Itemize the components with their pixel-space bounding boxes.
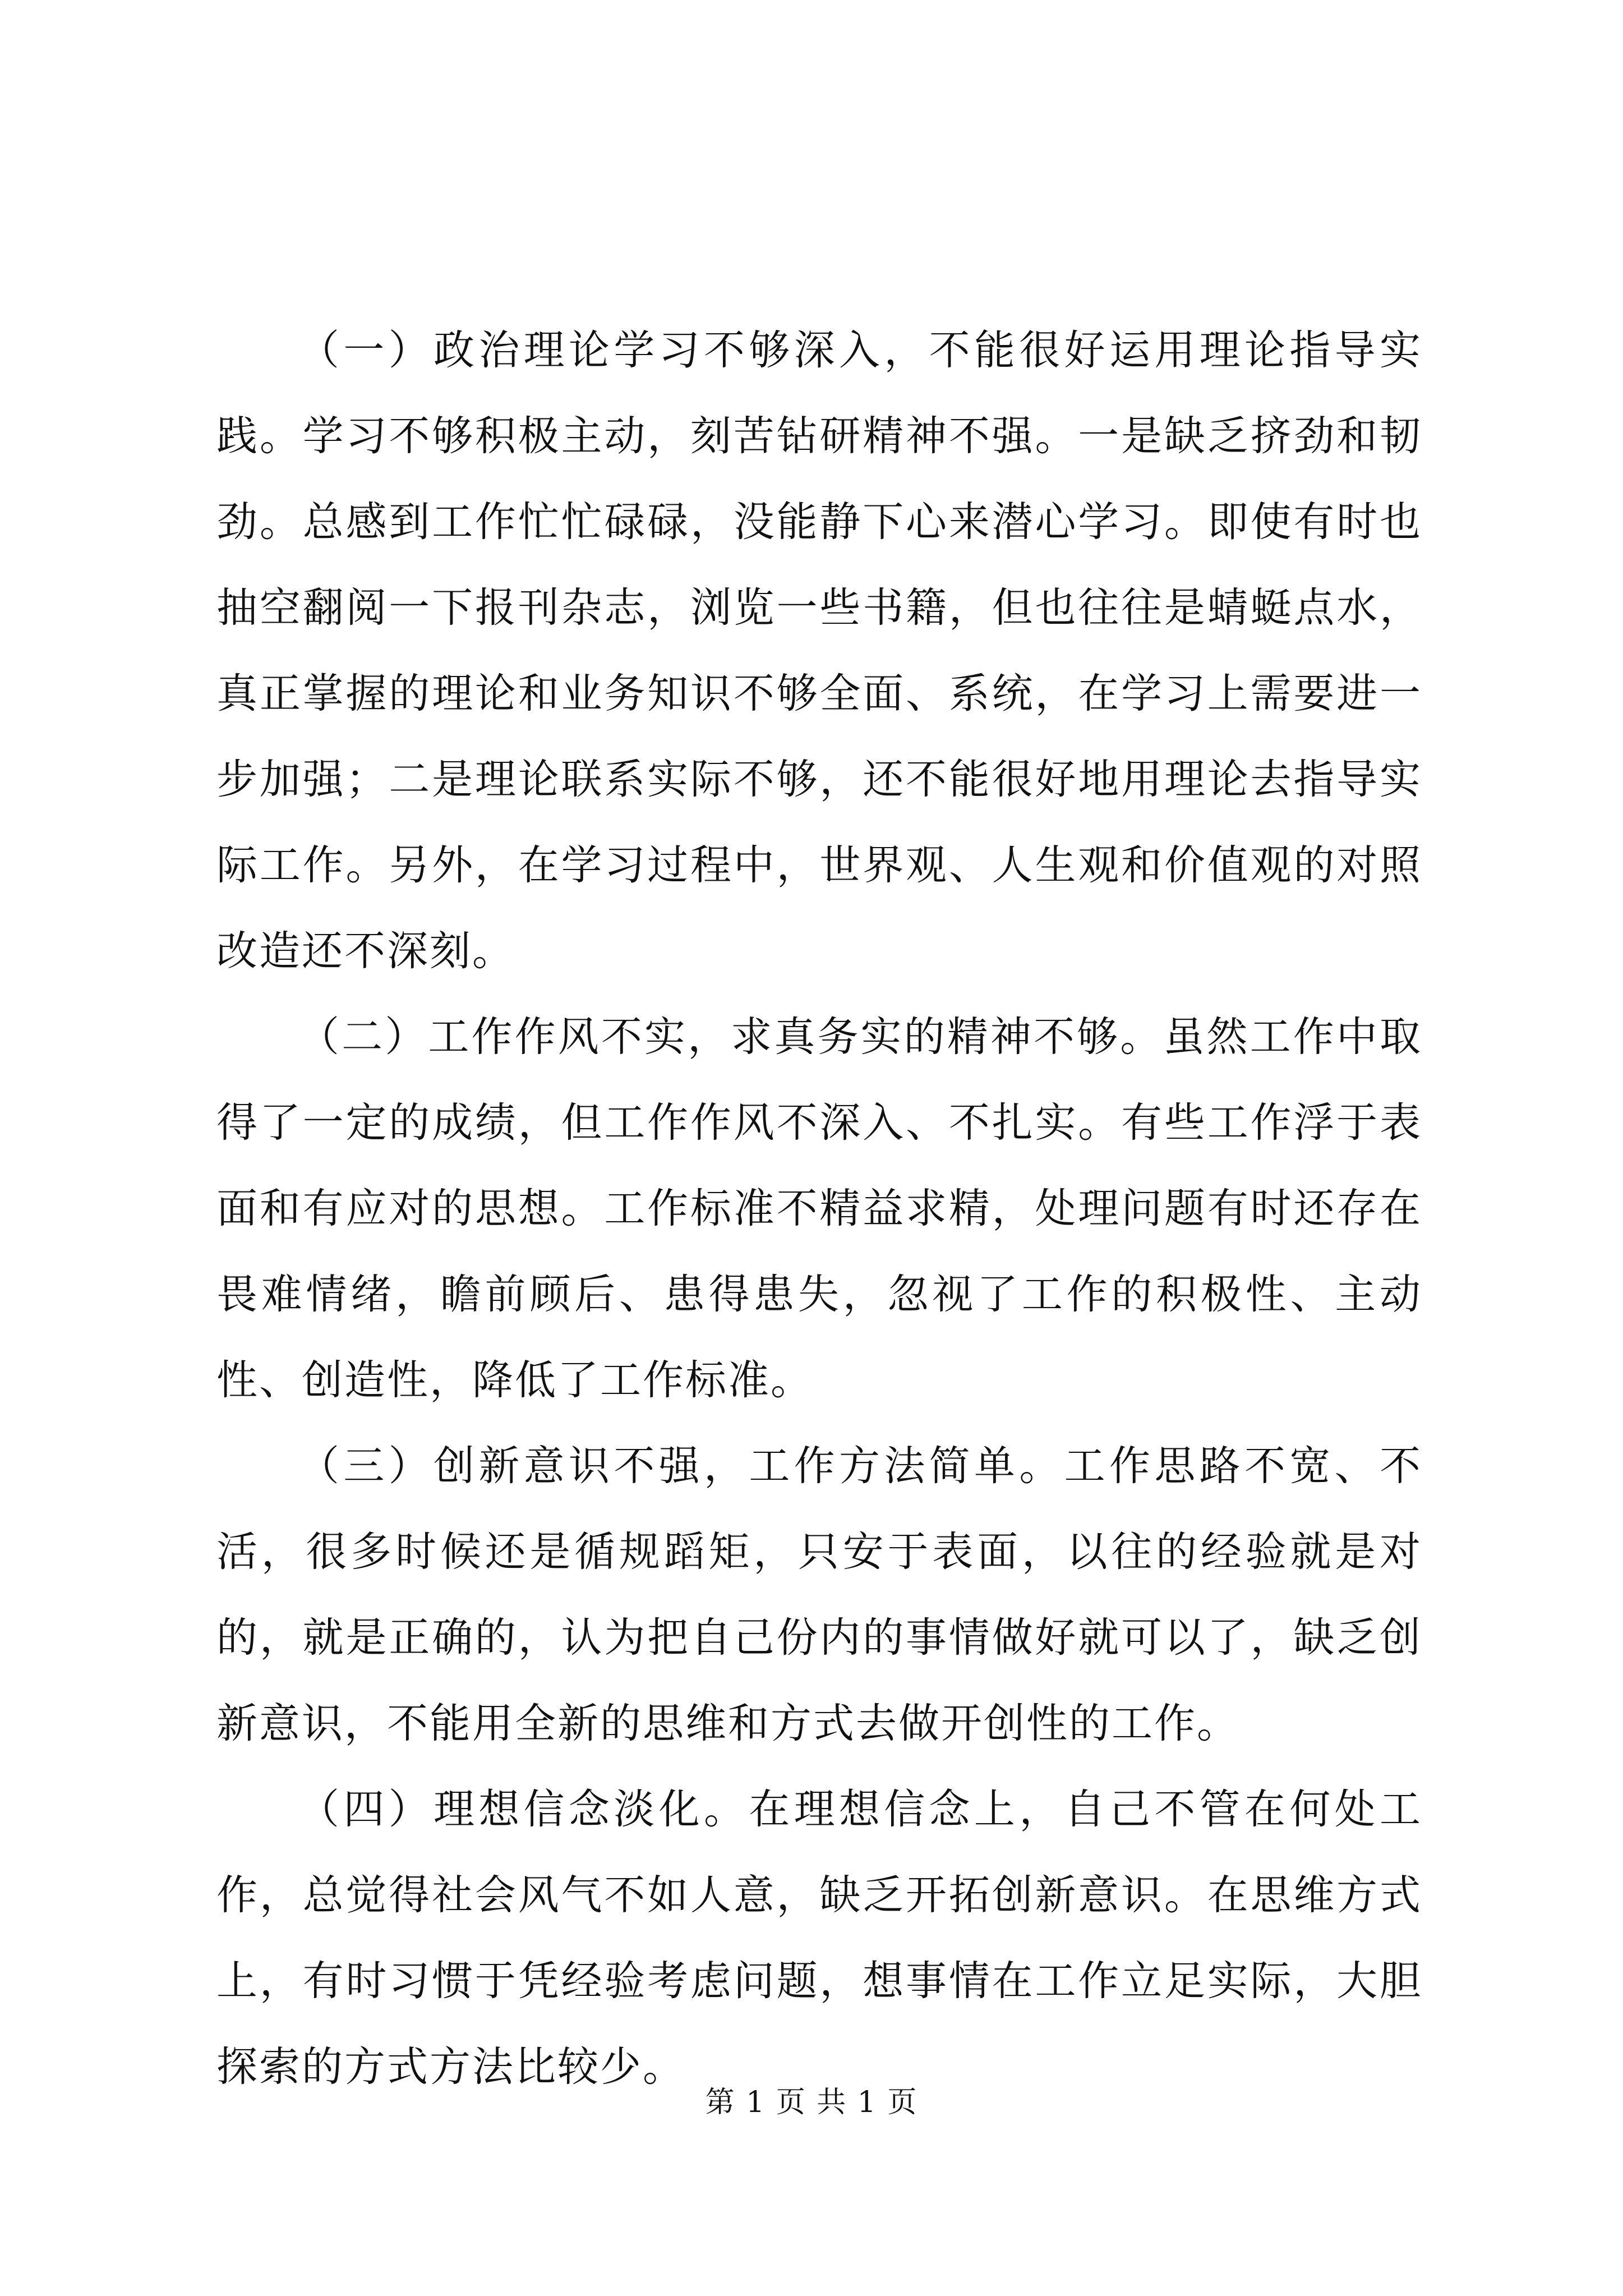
paragraph-4: （四）理想信念淡化。在理想信念上，自己不管在何处工作，总觉得社会风气不如人意，缺乏开拓创新意识。在思维方式上，有时习惯于凭经验考虑问题，想事情在工作立足实际，大胆探索的方式方法比较少。 [216,1786,1422,2091]
document-body [216,307,1422,2110]
paragraph-2: （二）工作作风不实，求真务实的精神不够。虽然工作中取得了一定的成绩，但工作作风不深入、不扎实。有些工作浮于表面和有应对的思想。工作标准不精益求精，处理问题有时还存在畏难情绪，瞻前顾后、患得患失，忽视了工作的积极性、主动性、创造性，降低了工作标准。 [216,1013,1422,1404]
paragraph-3: （三）创新意识不强，工作方法简单。工作思路不宽、不活，很多时候还是循规蹈矩，只安于表面，以往的经验就是对的，就是正确的，认为把自己份内的事情做好就可以了，缺乏创新意识，不能用全新的思维和方式去做开创性的工作。 [216,1442,1422,1747]
page-footer: 第 1 页 共 1 页 [705,2086,918,2119]
paragraph-1: （一）政治理论学习不够深入，不能很好运用理论指导实践。学习不够积极主动，刻苦钻研精神不强。一是缺乏挤劲和韧劲。总感到工作忙忙碌碌，没能静下心来潜心学习。即使有时也抽空翻阅一下报刊杂志，浏览一些书籍，但也往往是蜻蜓点水，真正掌握的理论和业务知识不够全面、系统，在学习上需要进一步加强；二是理论联系实际不够，还不能很好地用理论去指导实际工作。另外，在学习过程中，世界观、人生观和价值观的对照改造还不深刻。 [216,326,1422,975]
